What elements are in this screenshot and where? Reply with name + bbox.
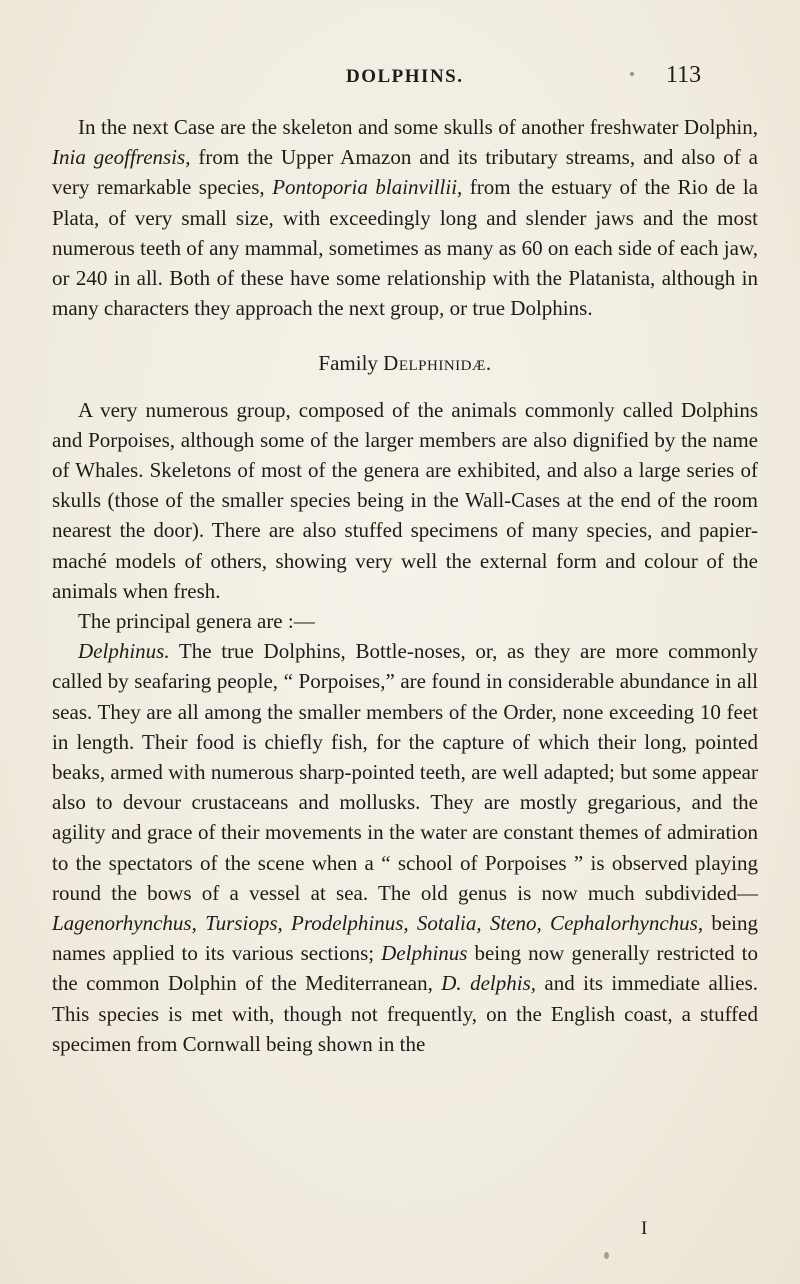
page-number: 113 <box>666 62 702 88</box>
signature-mark: I <box>641 1218 648 1239</box>
text-run: The principal genera are :— <box>78 609 315 634</box>
species-name-d-delphis: D. delphis, <box>441 971 537 996</box>
text-run: and its immediate allies. This species is met with, though not frequently, on the English coast, a stuffed specimen from Cornwall being shown in the <box>52 971 759 1056</box>
running-title: DOLPHINS. <box>346 66 464 87</box>
paragraph-delphinus <box>52 636 758 1059</box>
page-header <box>0 62 800 92</box>
genus-name-delphinus: Delphinus. <box>78 639 170 664</box>
text-run: The true Dolphins, Bottle-noses, or, as they are more commonly called by seafaring people, “ Porpoises,” are found in considerable abundance in all seas. They are all among the smaller members of the Order, none exceeding 10 feet in length. Their food is chiefly fish, for the capture of which their long, pointed beaks, armed with numerous sharp-pointed teeth, are well adapted; but some appear also to devour crustaceans and mollusks. They are mostly gregarious, and the agility and grace of their movements in the water are constant themes of admiration to the spectators of the scene when a “ school of Porpoises ” is observed playing round the bows of a vessel at sea. The old genus is now much subdivided— <box>52 639 758 905</box>
family-name: Delphinidæ. <box>383 351 492 376</box>
species-name-inia: Inia geoffrensis, <box>52 145 191 170</box>
genera-list: Lagenorhynchus, Tursiops, Prodelphinus, Sotalia, Steno, Cephalorhynchus, <box>52 911 704 936</box>
body-text <box>52 112 758 1059</box>
section-heading-family <box>52 348 758 378</box>
text-run: being names applied to its various sections; <box>52 911 759 966</box>
paragraph-group-description <box>52 395 758 606</box>
genus-name-delphinus-restricted: Delphinus <box>381 941 468 966</box>
ink-speck <box>630 72 634 76</box>
species-name-pontoporia: Pontoporia blainvillii, <box>272 175 463 200</box>
heading-prefix: Family <box>318 351 384 376</box>
paragraph-case-description <box>52 112 758 323</box>
text-run: being now generally restricted to the common Dolphin of the Mediterranean, <box>52 941 758 996</box>
text-run: from the estuary of the Rio de la Plata, of very small size, with exceedingly long and slender jaws and the most numerous teeth of any mammal, sometimes as many as 60 on each side of each jaw, or 240 in all. Both of these have some relationship with the Platanista, although in many characters they approach the next group, or true Dolphins. <box>52 175 758 321</box>
paragraph-principal-genera <box>52 606 758 636</box>
text-run: from the Upper Amazon and its tributary streams, and also of a very remarkable species, <box>52 145 758 200</box>
text-run: In the next Case are the skeleton and some skulls of another freshwater Dolphin, <box>78 115 758 139</box>
text-run: A very numerous group, composed of the animals commonly called Dolphins and Porpoises, although some of the larger members are also dignified by the name of Whales. Skeletons of most of the genera are exhibited, and also a large series of skulls (those of the smaller species being in the Wall-Cases at the end of the room nearest the door). There are also stuffed specimens of many species, and papier-maché models of others, showing very well the external form and colour of the animals when fresh. <box>52 397 758 603</box>
ink-speck <box>604 1252 609 1259</box>
